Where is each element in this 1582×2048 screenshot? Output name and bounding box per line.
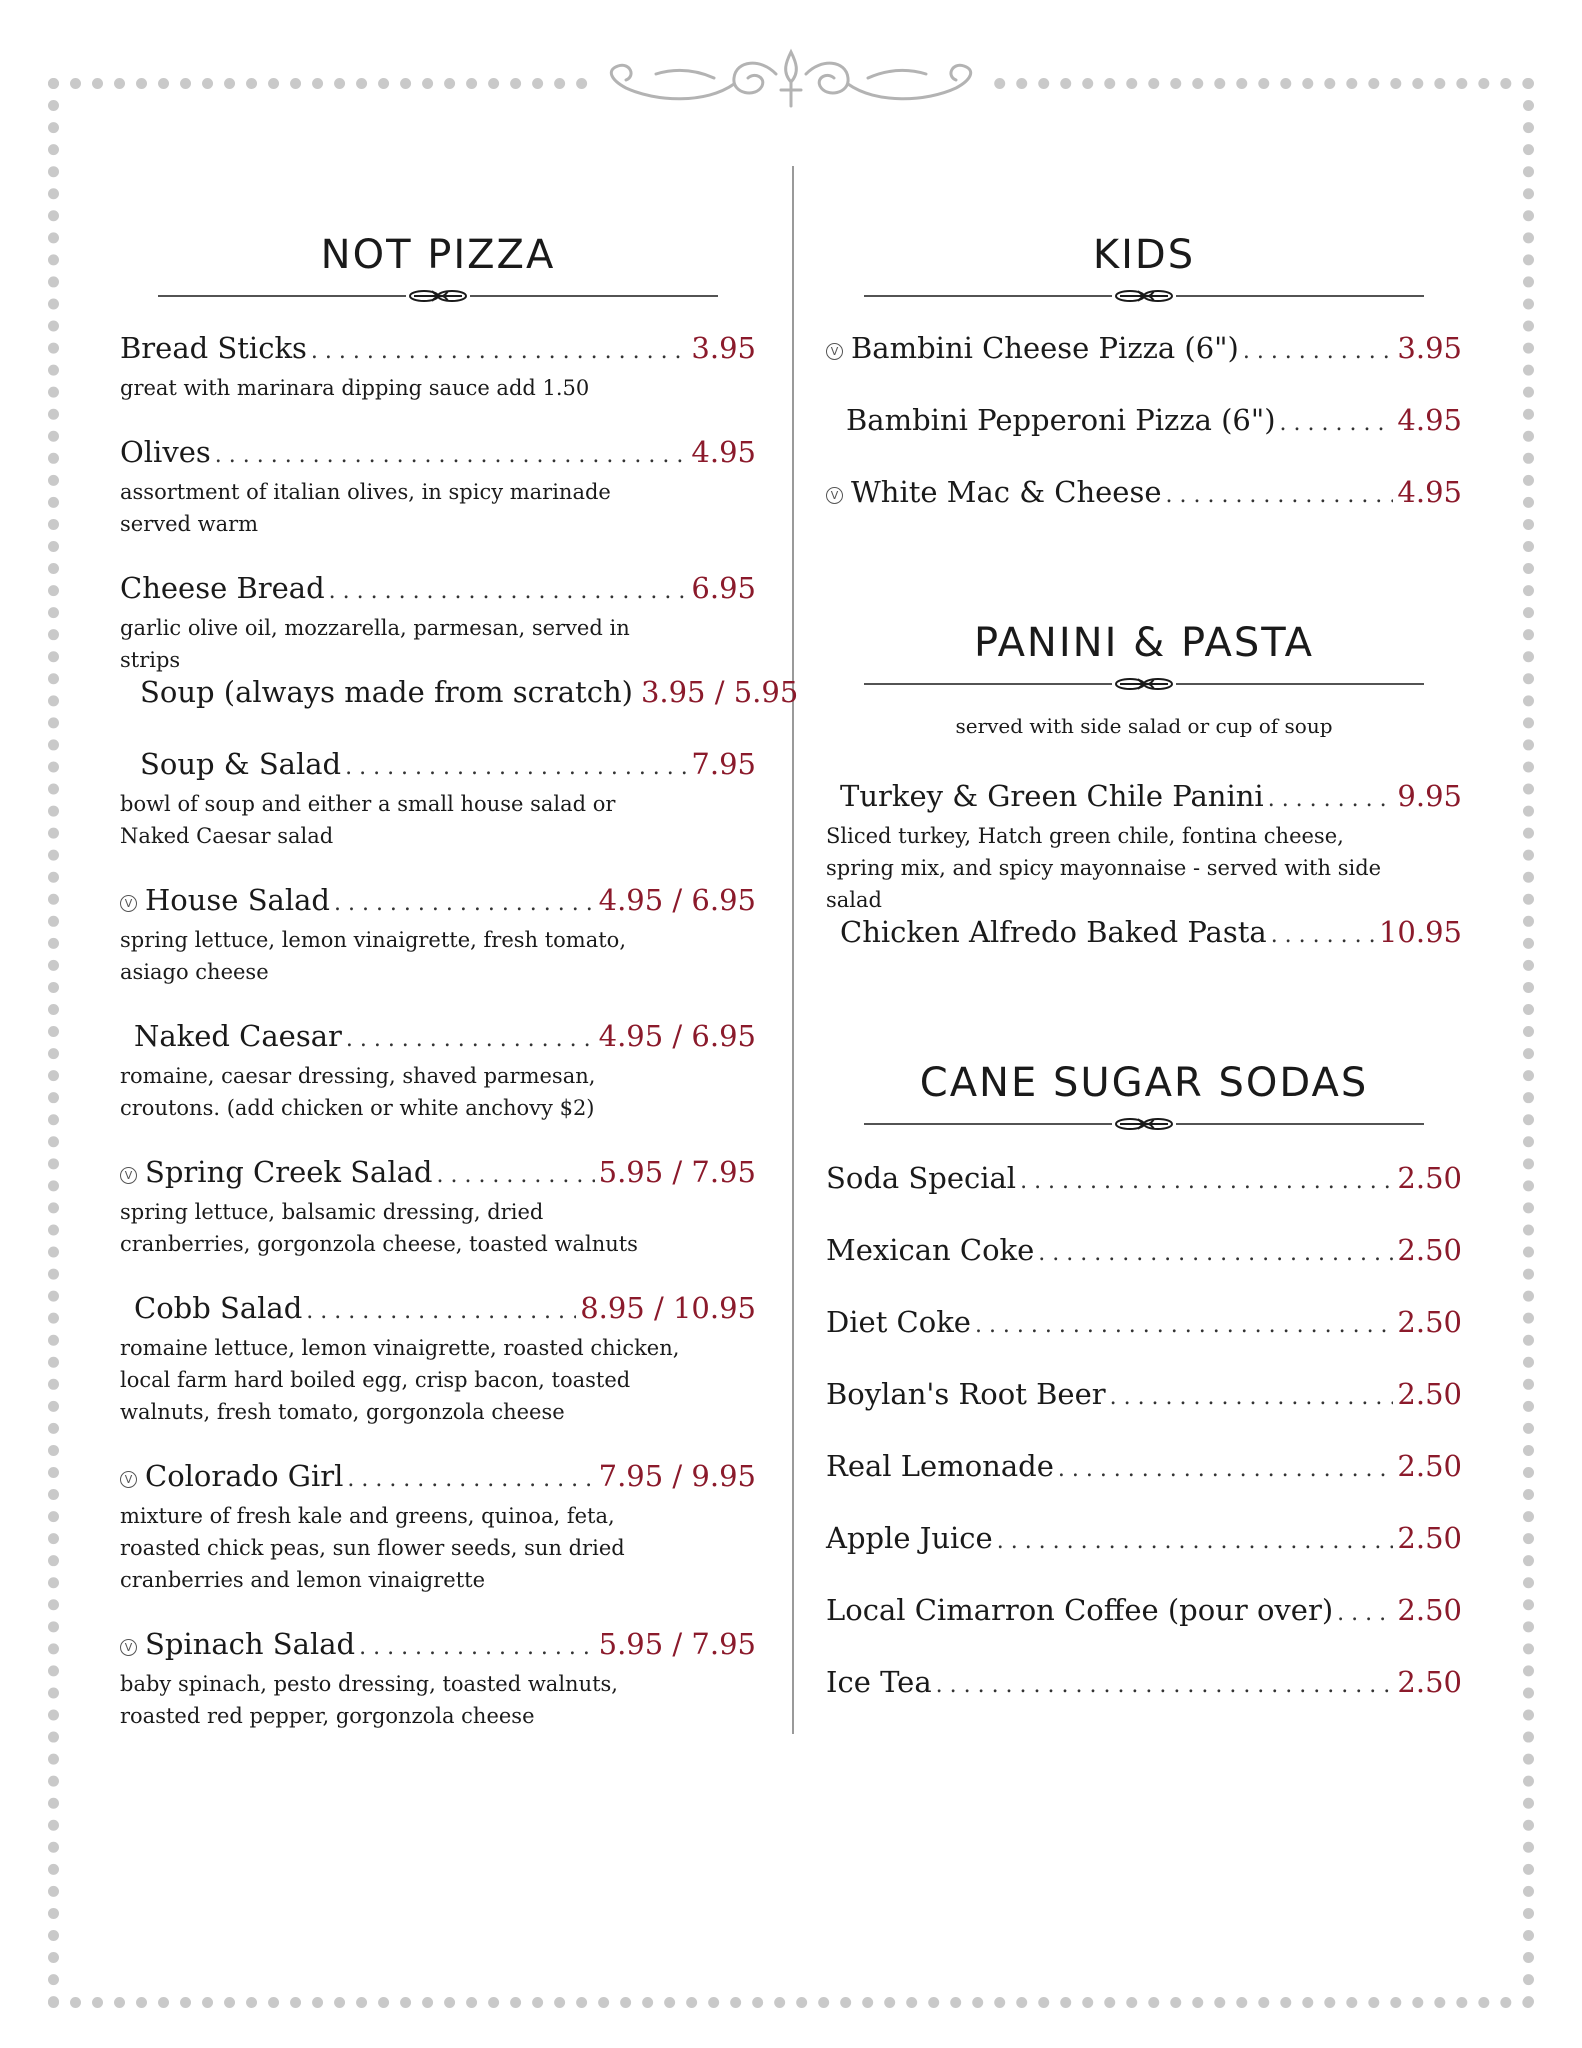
menu-item-spinach-salad [120, 1626, 756, 1732]
item-description: romaine lettuce, lemon vinaigrette, roasted chicken, local farm hard boiled egg, crisp bacon, toasted walnuts, fresh tomato, gorgonzola cheese [120, 1336, 680, 1424]
item-description: mixture of fresh kale and greens, quinoa, feta, roasted chick peas, sun flower seeds, sun dried cranberries and lemon vinaigrette [120, 1504, 625, 1592]
dot-leader [1058, 1452, 1394, 1488]
item-name: Colorado Girl [145, 1459, 344, 1493]
item-name: Chicken Alfredo Baked Pasta [840, 915, 1267, 949]
item-description: garlic olive oil, mozzarella, parmesan, served in strips [120, 616, 630, 672]
item-name: Olives [120, 435, 211, 469]
item-description: spring lettuce, lemon vinaigrette, fresh tomato, asiago cheese [120, 928, 626, 984]
menu-item-colorado-girl [120, 1458, 756, 1596]
menu-item-mexican-coke [826, 1232, 1462, 1272]
dot-leader [997, 1524, 1394, 1560]
item-name: Soup & Salad [140, 747, 342, 781]
item-price: 4.95 / 6.95 [598, 1019, 756, 1053]
menu-item-root-beer [826, 1376, 1462, 1416]
item-price: 3.95 [1397, 331, 1462, 365]
section-title-kids: KIDS [1092, 232, 1196, 278]
dot-leader [334, 886, 595, 922]
dot-leader [306, 1294, 576, 1330]
header-flourish-icon [596, 44, 986, 116]
menu-item-naked-caesar [120, 1018, 756, 1124]
item-name: Apple Juice [826, 1521, 993, 1555]
dot-leader [359, 1630, 595, 1666]
vegetarian-icon: V [120, 895, 137, 912]
item-name: House Salad [145, 883, 330, 917]
item-name: Ice Tea [826, 1665, 932, 1699]
item-name: Cobb Salad [134, 1291, 303, 1325]
item-name: Bread Sticks [120, 331, 307, 365]
item-price: 2.50 [1397, 1665, 1462, 1699]
dot-leader [346, 1022, 595, 1058]
item-name: Soup (always made from scratch) [140, 675, 633, 709]
menu-item-spring-creek-salad [120, 1154, 756, 1260]
scroll-ornament-icon [864, 284, 1424, 308]
item-price: 4.95 / 6.95 [598, 883, 756, 917]
item-description: assortment of italian olives, in spicy marinade served warm [120, 480, 611, 536]
item-price: 6.95 [691, 571, 756, 605]
dot-leader [347, 1462, 594, 1498]
menu-item-bambini-cheese [826, 330, 1462, 370]
menu-item-soup [120, 674, 799, 714]
item-price: 2.50 [1397, 1377, 1462, 1411]
menu-item-soda-special [826, 1160, 1462, 1200]
item-name: Spring Creek Salad [145, 1155, 433, 1189]
dot-leader [1110, 1380, 1394, 1416]
menu-item-soup-salad [120, 746, 756, 852]
dot-leader [1166, 478, 1394, 514]
item-price: 2.50 [1397, 1593, 1462, 1627]
section-note: served with side salad or cup of soup [955, 714, 1333, 738]
item-price: 2.50 [1397, 1161, 1462, 1195]
item-name: Naked Caesar [134, 1019, 342, 1053]
item-name: Real Lemonade [826, 1449, 1054, 1483]
menu-item-real-lemonade [826, 1448, 1462, 1488]
item-price: 5.95 / 7.95 [598, 1627, 756, 1661]
item-name: Cheese Bread [120, 571, 325, 605]
menu-item-chicken-alfredo [826, 914, 1462, 954]
dot-leader [975, 1308, 1393, 1344]
item-price: 2.50 [1397, 1233, 1462, 1267]
vegetarian-icon: V [120, 1471, 137, 1488]
vegetarian-icon: V [120, 1639, 137, 1656]
dot-leader [1280, 406, 1394, 442]
item-name: Spinach Salad [145, 1627, 356, 1661]
dot-leader [1020, 1164, 1393, 1200]
dot-leader [1038, 1236, 1393, 1272]
item-description: Sliced turkey, Hatch green chile, fontina cheese, spring mix, and spicy mayonnaise - served with side salad [826, 824, 1382, 912]
kids-section [826, 230, 1462, 308]
dot-leader [1337, 1596, 1393, 1632]
item-description: spring lettuce, balsamic dressing, dried cranberries, gorgonzola cheese, toasted walnuts [120, 1200, 638, 1256]
section-title-panini-pasta: PANINI & PASTA [974, 620, 1314, 666]
item-price: 2.50 [1397, 1521, 1462, 1555]
not-pizza-section [120, 230, 756, 308]
item-name: Local Cimarron Coffee (pour over) [826, 1593, 1334, 1627]
section-title-not-pizza: NOT PIZZA [320, 232, 556, 278]
menu-item-turkey-panini [826, 778, 1462, 916]
item-price: 2.50 [1397, 1305, 1462, 1339]
dot-leader [936, 1668, 1394, 1704]
dot-leader [1243, 334, 1394, 370]
item-name: Soda Special [826, 1161, 1017, 1195]
item-price: 2.50 [1397, 1449, 1462, 1483]
scroll-ornament-icon [864, 672, 1424, 696]
item-name: Mexican Coke [826, 1233, 1035, 1267]
section-title-sodas: CANE SUGAR SODAS [919, 1060, 1369, 1106]
item-price: 4.95 [691, 435, 756, 469]
column-divider [792, 166, 794, 1734]
menu-item-cimarron-coffee [826, 1592, 1462, 1632]
dot-leader [1268, 782, 1394, 818]
menu-item-bread-sticks [120, 330, 756, 404]
dot-leader [215, 438, 688, 474]
vegetarian-icon: V [120, 1167, 137, 1184]
scroll-ornament-icon [158, 284, 718, 308]
menu-item-white-mac [826, 474, 1462, 514]
menu-item-cobb-salad [120, 1290, 756, 1428]
vegetarian-icon: V [826, 487, 843, 504]
item-name: Turkey & Green Chile Panini [840, 779, 1264, 813]
item-price: 7.95 [691, 747, 756, 781]
item-price: 5.95 / 7.95 [598, 1155, 756, 1189]
item-name: Bambini Cheese Pizza (6") [851, 331, 1239, 365]
item-price: 8.95 / 10.95 [580, 1291, 756, 1325]
item-price: 9.95 [1397, 779, 1462, 813]
menu-item-apple-juice [826, 1520, 1462, 1560]
dot-leader [329, 574, 688, 610]
menu-item-olives [120, 434, 756, 540]
menu-item-bambini-pepperoni [826, 402, 1462, 442]
dot-leader [1271, 918, 1375, 954]
item-price: 4.95 [1397, 475, 1462, 509]
menu-item-ice-tea [826, 1664, 1462, 1704]
dot-leader [311, 334, 688, 370]
item-price: 4.95 [1397, 403, 1462, 437]
menu-item-cheese-bread [120, 570, 756, 676]
item-price: 7.95 / 9.95 [598, 1459, 756, 1493]
item-price: 10.95 [1378, 915, 1462, 949]
item-description: romaine, caesar dressing, shaved parmesan, croutons. (add chicken or white anchovy $2) [120, 1064, 596, 1120]
item-name: White Mac & Cheese [851, 475, 1162, 509]
dot-leader [345, 750, 687, 786]
item-name: Boylan's Root Beer [826, 1377, 1106, 1411]
menu-item-diet-coke [826, 1304, 1462, 1344]
item-description: great with marinara dipping sauce add 1.50 [120, 376, 590, 400]
panini-pasta-section [826, 618, 1462, 738]
item-description: bowl of soup and either a small house salad or Naked Caesar salad [120, 792, 616, 848]
dot-leader [436, 1158, 594, 1194]
item-name: Bambini Pepperoni Pizza (6") [846, 403, 1276, 437]
menu-item-house-salad [120, 882, 756, 988]
item-price: 3.95 [691, 331, 756, 365]
item-name: Diet Coke [826, 1305, 971, 1339]
sodas-section [826, 1058, 1462, 1136]
item-price: 3.95 / 5.95 [640, 675, 799, 709]
scroll-ornament-icon [864, 1112, 1424, 1136]
vegetarian-icon: V [826, 343, 843, 360]
item-description: baby spinach, pesto dressing, toasted walnuts, roasted red pepper, gorgonzola cheese [120, 1672, 618, 1728]
